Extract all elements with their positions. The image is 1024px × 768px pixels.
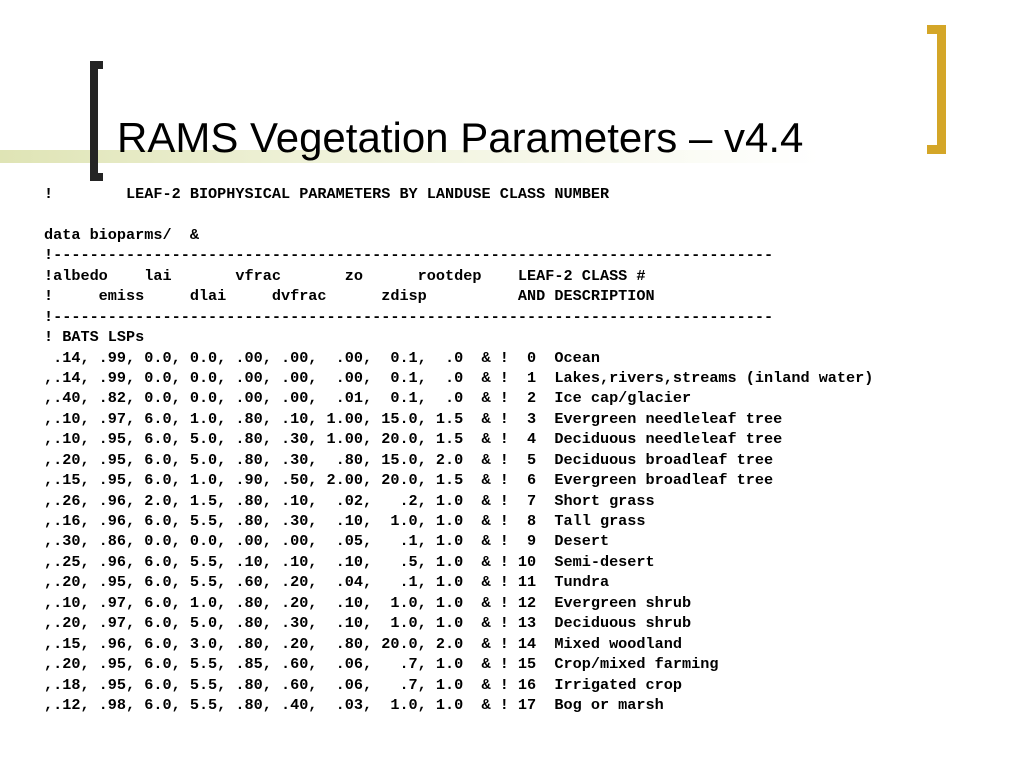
code-line: ,.18, .95, 6.0, 5.5, .80, .60, .06, .7, 1.0 & ! 16 Irrigated crop	[44, 675, 682, 694]
code-line: !-------------------------------------------------------------------------------	[44, 246, 774, 265]
right-bracket-decoration	[927, 25, 946, 154]
code-line: ,.20, .97, 6.0, 5.0, .80, .30, .10, 1.0, 1.0 & ! 13 Deciduous shrub	[44, 614, 692, 633]
code-line	[44, 204, 873, 224]
code-line: data bioparms/ &	[44, 225, 199, 244]
code-line: ,.15, .95, 6.0, 1.0, .90, .50, 2.00, 20.0, 1.5 & ! 6 Evergreen broadleaf tree	[44, 471, 774, 490]
code-line: ,.16, .96, 6.0, 5.5, .80, .30, .10, 1.0, 1.0 & ! 8 Tall grass	[44, 512, 646, 530]
code-line: ,.10, .97, 6.0, 1.0, .80, .10, 1.00, 15.0, 1.5 & ! 3 Evergreen needleleaf tree	[44, 409, 783, 428]
code-line: ! LEAF-2 BIOPHYSICAL PARAMETERS BY LANDUSE CLASS NUMBER	[44, 185, 610, 203]
code-line: ! BATS LSPs	[44, 328, 145, 347]
code-line: ,.25, .96, 6.0, 5.5, .10, .10, .10, .5, 1.0 & ! 10 Semi-desert	[44, 552, 655, 571]
code-block	[44, 184, 873, 715]
code-line: !albedo lai vfrac zo rootdep LEAF-2 CLASS #	[44, 266, 646, 285]
code-line: ,.26, .96, 2.0, 1.5, .80, .10, .02, .2, 1.0 & ! 7 Short grass	[44, 491, 655, 510]
code-line: ! emiss dlai dvfrac zdisp AND DESCRIPTION	[44, 287, 655, 306]
code-line: ,.20, .95, 6.0, 5.5, .60, .20, .04, .1, 1.0 & ! 11 Tundra	[44, 573, 610, 592]
code-line: ,.40, .82, 0.0, 0.0, .00, .00, .01, 0.1, .0 & ! 2 Ice cap/glacier	[44, 389, 692, 408]
code-line: !-------------------------------------------------------------------------------	[44, 307, 774, 326]
left-bracket-decoration	[90, 61, 103, 181]
code-line: ,.20, .95, 6.0, 5.0, .80, .30, .80, 15.0, 2.0 & ! 5 Deciduous broadleaf tree	[44, 450, 774, 469]
code-line: ,.14, .99, 0.0, 0.0, .00, .00, .00, 0.1, .0 & ! 1 Lakes,rivers,streams (inland water)	[44, 368, 874, 387]
code-line: ,.30, .86, 0.0, 0.0, .00, .00, .05, .1, 1.0 & ! 9 Desert	[44, 532, 610, 551]
code-line: ,.10, .97, 6.0, 1.0, .80, .20, .10, 1.0, 1.0 & ! 12 Evergreen shrub	[44, 593, 692, 612]
code-line: .14, .99, 0.0, 0.0, .00, .00, .00, 0.1, .0 & ! 0 Ocean	[44, 348, 600, 367]
code-line: ,.20, .95, 6.0, 5.5, .85, .60, .06, .7, 1.0 & ! 15 Crop/mixed farming	[44, 655, 719, 674]
code-line: ,.15, .96, 6.0, 3.0, .80, .20, .80, 20.0, 2.0 & ! 14 Mixed woodland	[44, 634, 682, 653]
code-line: ,.10, .95, 6.0, 5.0, .80, .30, 1.00, 20.0, 1.5 & ! 4 Deciduous needleleaf tree	[44, 430, 783, 449]
code-line: ,.12, .98, 6.0, 5.5, .80, .40, .03, 1.0, 1.0 & ! 17 Bog or marsh	[44, 695, 664, 714]
slide-title: RAMS Vegetation Parameters – v4.4	[117, 114, 804, 161]
